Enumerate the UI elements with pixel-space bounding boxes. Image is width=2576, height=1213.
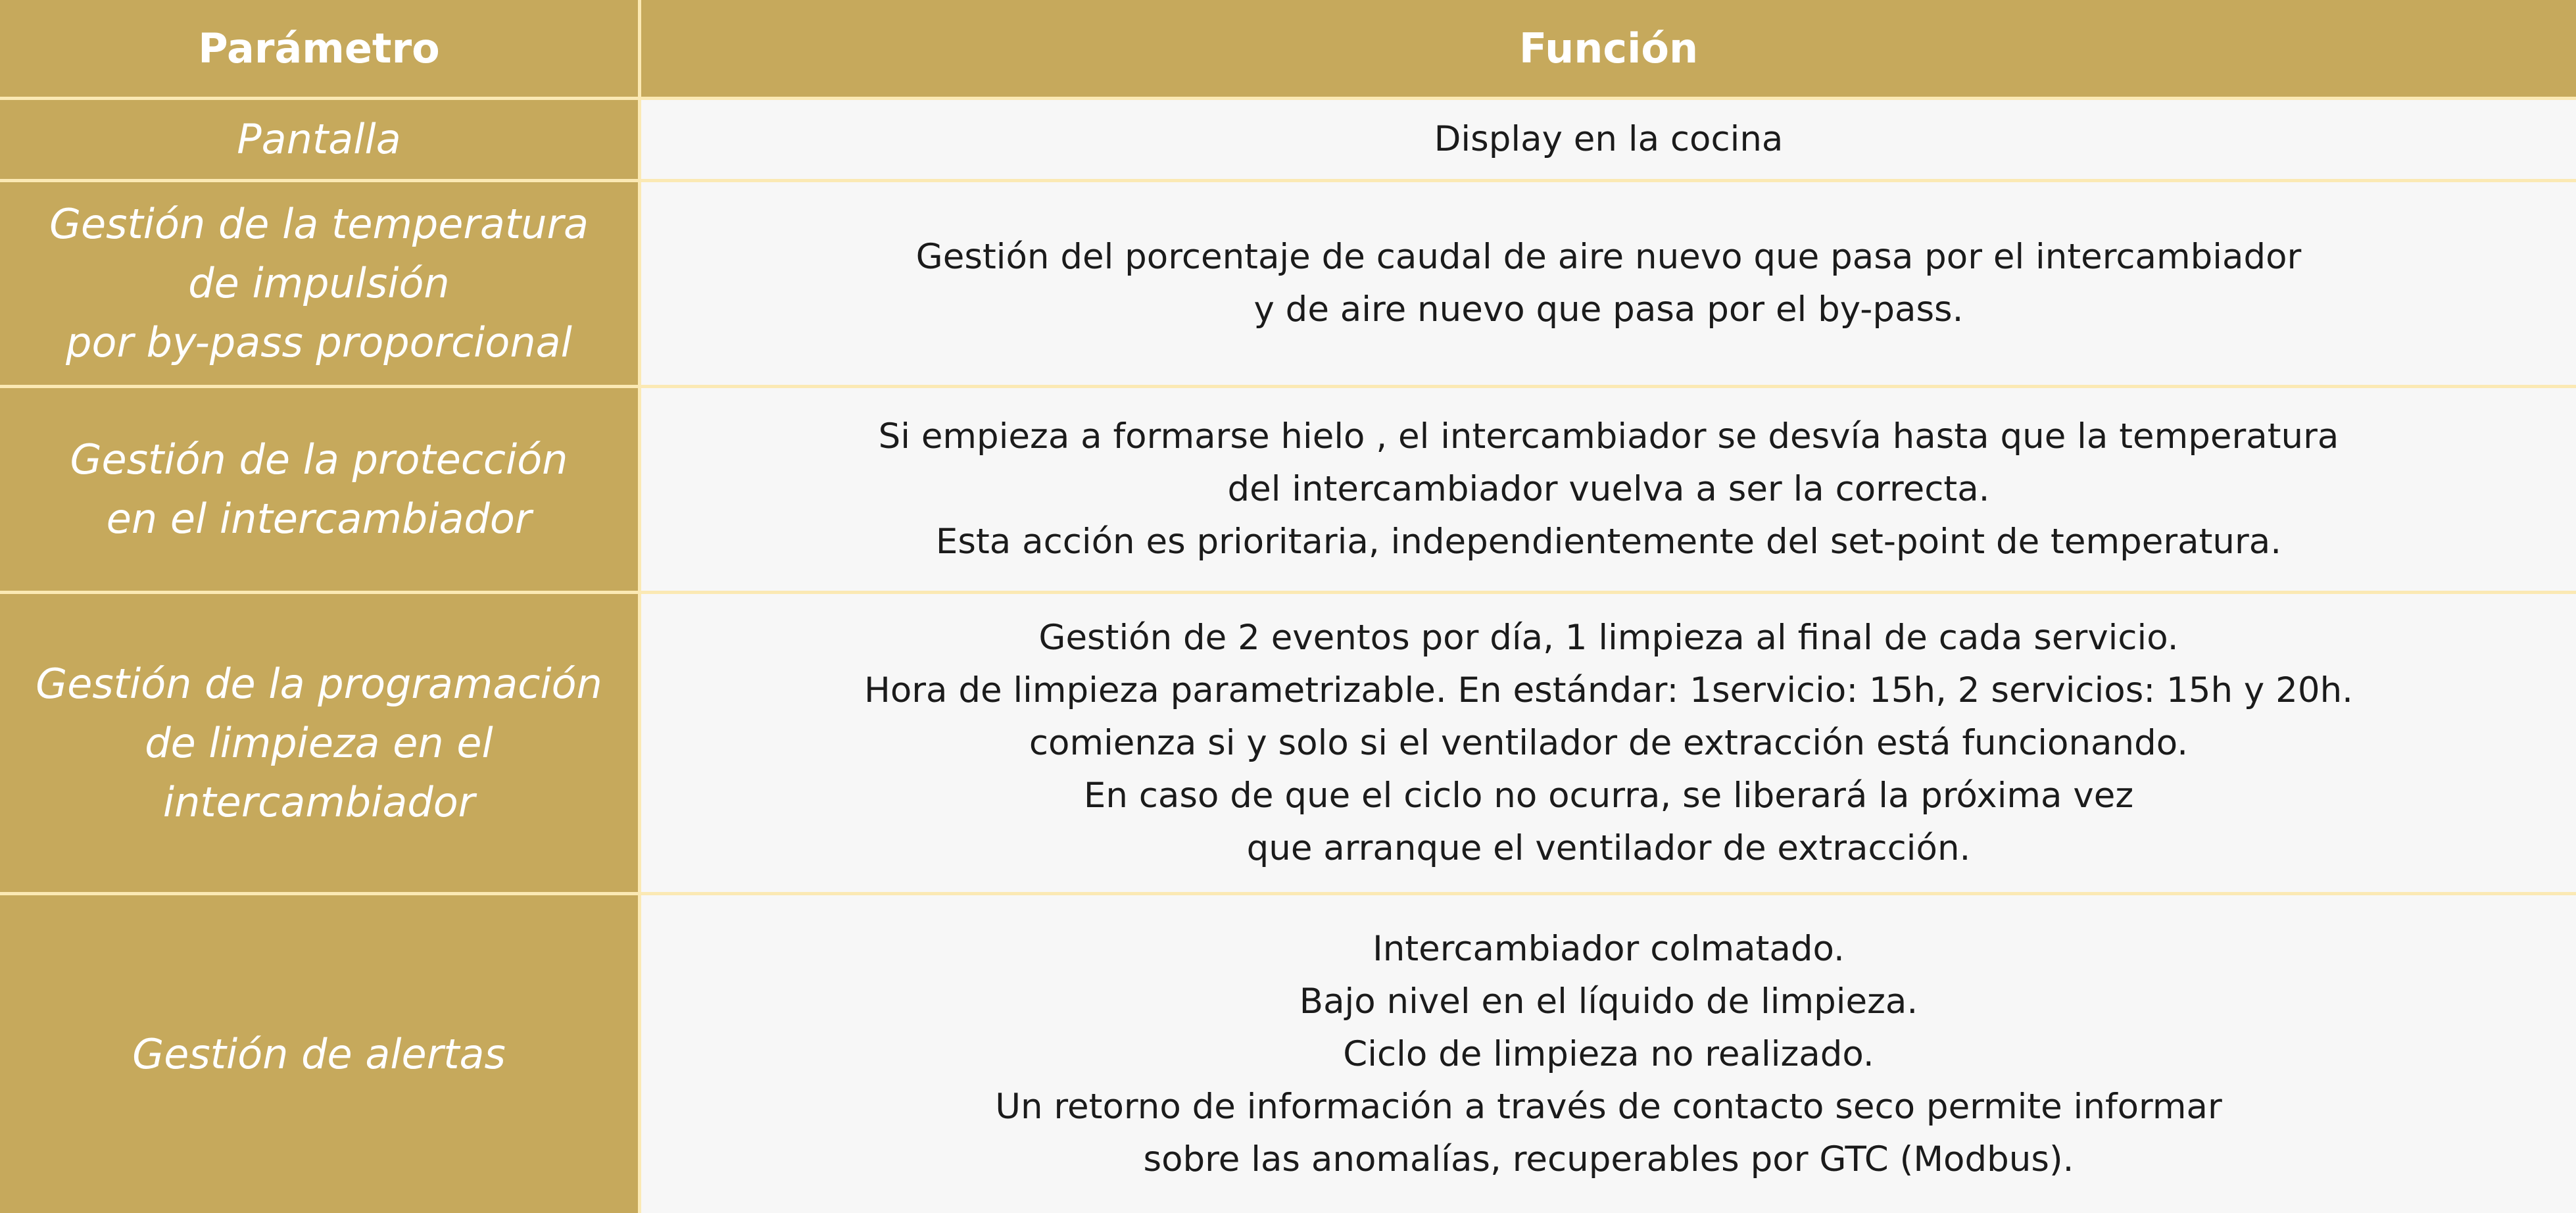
func-line: En caso de que el ciclo no ocurra, se liberará la próxima vez [1083, 775, 2134, 816]
func-line: Gestión de 2 eventos por día, 1 limpieza al final de cada servicio. [1038, 617, 2179, 658]
func-gestion-proteccion [641, 388, 2576, 594]
func-line: sobre las anomalías, recuperables por GTC (Modbus). [1143, 1139, 2074, 1179]
param-line: Gestión de la protección [70, 435, 568, 483]
func-line: Un retorno de información a través de contacto seco permite informar [995, 1086, 2222, 1127]
func-line: Display en la cocina [1434, 119, 1784, 159]
param-pantalla [0, 100, 641, 182]
func-line: que arranque el ventilador de extracción. [1246, 828, 1971, 868]
param-line: de limpieza en el [145, 718, 493, 767]
func-line: Esta acción es prioritaria, independientemente del set-point de temperatura. [935, 522, 2282, 562]
param-gestion-programacion [0, 594, 641, 895]
param-line: por by-pass proporcional [66, 318, 572, 366]
func-line: del intercambiador vuelva a ser la correcta. [1227, 469, 1990, 509]
param-gestion-temperatura [0, 182, 641, 388]
func-pantalla [641, 100, 2576, 182]
param-line: intercambiador [162, 778, 475, 826]
param-line: Gestión de la temperatura [49, 200, 589, 248]
func-line: Intercambiador colmatado. [1373, 928, 1845, 969]
func-line: Si empieza a formarse hielo , el intercambiador se desvía hasta que la temperatura [878, 416, 2339, 457]
func-line: Hora de limpieza parametrizable. En estándar: 1servicio: 15h, 2 servicios: 15h y 20h. [863, 670, 2354, 710]
param-line: Pantalla [237, 115, 401, 163]
param-line: en el intercambiador [106, 495, 532, 543]
header-funcion: Función [641, 0, 2576, 100]
func-line: Bajo nivel en el líquido de limpieza. [1299, 981, 1918, 1022]
param-line: Gestión de la programación [36, 659, 602, 708]
param-line: Gestión de alertas [132, 1029, 506, 1078]
func-line: Ciclo de limpieza no realizado. [1343, 1033, 1874, 1074]
param-gestion-alertas [0, 895, 641, 1213]
func-line: comienza si y solo si el ventilador de extracción está funcionando. [1029, 722, 2189, 763]
func-line: Gestión del porcentaje de caudal de aire nuevo que pasa por el intercambiador [915, 237, 2302, 277]
param-gestion-proteccion [0, 388, 641, 594]
header-parametro: Parámetro [0, 0, 641, 100]
func-gestion-programacion [641, 594, 2576, 895]
param-line: de impulsión [188, 259, 450, 307]
func-line: y de aire nuevo que pasa por el by-pass. [1253, 289, 1964, 330]
func-gestion-temperatura [641, 182, 2576, 388]
func-gestion-alertas [641, 895, 2576, 1213]
